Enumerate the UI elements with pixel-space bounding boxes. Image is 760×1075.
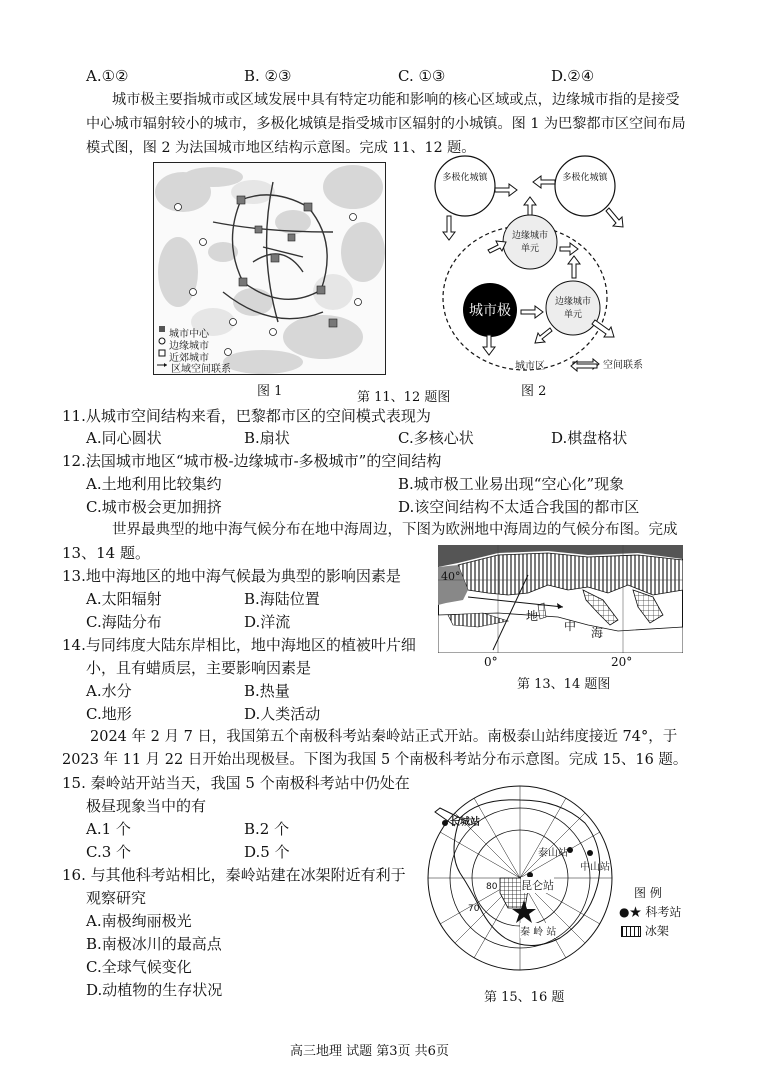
station-zhongshan: 中山站 [580,862,610,873]
intro1-line1: 城市极主要指城市或区域发展中具有特定功能和影响的核心区域或点，边缘城市指的是接受 [112,92,680,108]
q15-option-a: A.1 个 [86,820,131,838]
link-legend-label: 空间联系 [603,360,643,371]
station-changcheng: 长城站 [450,817,480,828]
q12-stem: 12.法国城市地区“城市极-边缘城市-多极城市”的空间结构 [62,452,442,470]
fig4-legend-station: ●★ 科考站 [619,905,682,919]
station-kunlun: 昆仑站 [521,879,554,892]
q15-option-c: C.3 个 [86,843,132,861]
lat-70-label: 70 [468,904,480,914]
q16-option-a: A.南极绚丽极光 [86,912,192,930]
ice-shelf-icon [621,926,641,937]
q13-option-b: B.海陆位置 [244,590,320,608]
figure-11-12-caption: 第 11、12 题图 [357,390,451,405]
fig4-legend-ice: 冰架 [621,922,669,939]
q13-option-a: A.太阳辐射 [86,590,162,608]
q13-option-d: D.洋流 [244,613,291,631]
fig4-legend-title: 图 例 [634,886,662,900]
multi-town-2: 多极化城镇 [562,173,608,183]
figure-1-paris-map [153,162,386,375]
page-footer: 高三地理 试题 第3页 共6页 [290,1044,449,1059]
lat-80-label: 80 [486,882,498,892]
station-dot-icon: ●★ [619,905,642,919]
legend-suburban-city: 近郊城市 [169,353,209,364]
intro3-line2: 2023 年 11 月 22 日开始出现极昼。下图为我国 5 个南极科考站分布示意图。完成 15、16 题。 [62,752,688,768]
figure-15-16-caption: 第 15、16 题 [484,990,565,1005]
edge-unit-1: 边缘城市单元 [511,231,548,254]
option-a: A.①② [86,67,129,85]
sea-char-2: 中 [564,619,577,633]
edge-unit-2: 边缘城市单元 [554,297,591,320]
intro1-line3: 模式图，图 2 为法国城市地区结构示意图。完成 11、12 题。 [86,140,476,156]
q12-option-b: B.城市极工业易出现“空心化”现象 [398,475,625,493]
option-d: D.②④ [551,67,595,85]
station-taishan: 泰山站 [538,848,568,859]
q15-stem-line1: 15. 秦岭站开站当天，我国 5 个南极科考站中仍处在 [62,774,410,792]
q14-option-b: B.热量 [244,682,290,700]
city-pole-label: 城市极 [469,303,511,319]
intro2-line1: 世界最典型的地中海气候分布在地中海周边，下图为欧洲地中海周边的气候分布图。完成 [112,522,678,538]
q14-stem-line1: 14.与同纬度大陆东岸相比，地中海地区的植被叶片细 [62,636,416,654]
legend-edge-city: 边缘城市 [169,341,209,352]
lon-0-label: 0° [484,655,498,669]
city-area-label: 城市区 [515,361,545,372]
intro1-line2: 中心城市辐射较小的城市，多极化城镇是指受城市区辐射的小城镇。图 1 为巴黎都市区空间布局 [86,116,686,132]
figure-3-mediterranean-map [438,545,683,653]
q11-option-c: C.多核心状 [398,429,474,447]
lon-20-label: 20° [611,655,633,669]
q15-option-d: D.5 个 [244,843,290,861]
q11-option-d: D.棋盘格状 [551,429,628,447]
sea-char-3: 海 [591,626,604,640]
q15-option-b: B.2 个 [244,820,290,838]
figure-2-structure-diagram [425,150,687,375]
q11-stem: 11.从城市空间结构来看，巴黎都市区的空间模式表现为 [62,407,431,425]
q11-option-a: A.同心圆状 [86,429,162,447]
q16-stem-line1: 16. 与其他科考站相比，秦岭站建在冰架附近有利于 [62,866,406,884]
figure-4-antarctica-map [420,778,620,978]
multi-town-1: 多极化城镇 [442,173,488,183]
q13-option-c: C.海陆分布 [86,613,162,631]
q11-option-b: B.扇状 [244,429,290,447]
q16-option-b: B.南极冰川的最高点 [86,935,222,953]
q12-option-a: A.土地利用比较集约 [86,475,222,493]
figure-1-caption: 图 1 [257,384,283,399]
sea-char-1: 地 [526,609,539,623]
legend-city-center: 城市中心 [169,329,209,340]
figure-2-caption: 图 2 [521,384,547,399]
q14-stem-line2: 小，且有蜡质层，主要影响因素是 [86,659,312,677]
q14-option-d: D.人类活动 [244,705,321,723]
station-qinling: 秦 岭 站 [520,923,556,938]
legend-regional-link: 区域空间联系 [171,364,231,375]
q13-stem: 13.地中海地区的地中海气候最为典型的影响因素是 [62,567,401,585]
option-c: C. ①③ [398,67,446,85]
q16-option-c: C.全球气候变化 [86,958,192,976]
intro3-line1: 2024 年 2 月 7 日，我国第五个南极科考站秦岭站正式开站。南极泰山站纬度接近 74°，于 [90,729,678,745]
q14-option-c: C.地形 [86,705,132,723]
q14-option-a: A.水分 [86,682,132,700]
q12-option-c: C.城市极会更加拥挤 [86,498,222,516]
figure-13-14-caption: 第 13、14 题图 [517,677,611,692]
option-b: B. ②③ [244,67,292,85]
q16-option-d: D.动植物的生存状况 [86,981,223,999]
q12-option-d: D.该空间结构不太适合我国的都市区 [398,498,640,516]
q15-stem-line2: 极昼现象当中的有 [86,797,207,815]
q16-stem-line2: 观察研究 [86,889,147,907]
lat-40-label: 40° [441,570,461,583]
intro2-line2: 13、14 题。 [62,544,150,562]
